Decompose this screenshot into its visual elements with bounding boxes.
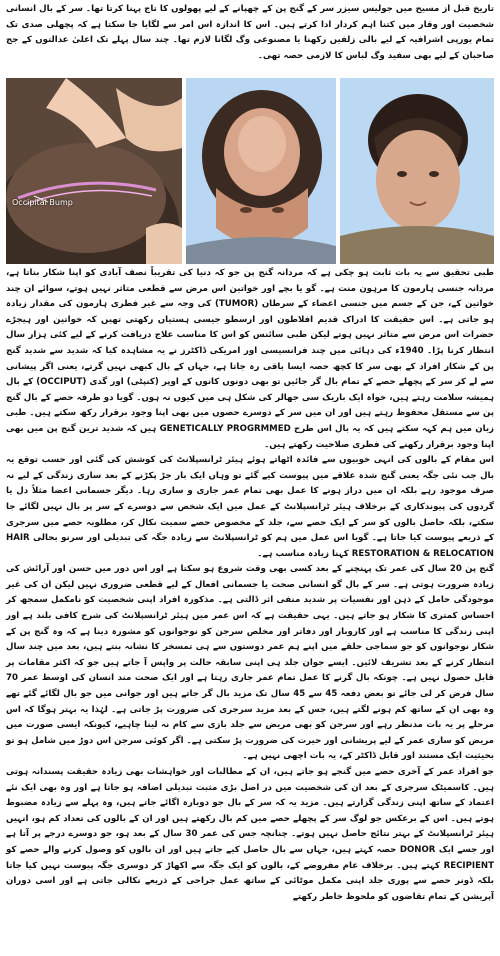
body-paragraph-2: اس مقام کے بالوں کی انہی خوبیوں سے فائدہ اٹھاتے ہوئے ہیئر ٹرانسپلانٹ کی کوشش کی گئی اور حسب توقع یہ بال جب نئی جگہ یعنی گنج شدہ علاقے میں پیوست کیے گئے تو وہاں ایک بار جڑ پکڑنے کے بعد ساری زندگی کے لیے نہ صرف موجود رہے بلکہ ان میں دراز ہونے کا عمل بھی تمام عمر جاری و ساری رہا۔ دیگر جسمانی اعضا مثلاً دل یا گردوں کی پیوندکاری کے برخلاف ہیئر ٹرانسپلانٹ کے عمل میں ایک شخص سے دوسرے کے سر پر بال نہیں لگائے جا سکتے، بلکہ حاصل بالوں کو سر کے ایک حصے سے، جلد کے مخصوص حصے سمیت نکال کر، مطلوبہ حصے میں سرجری کے ذریعے پیوست کیا جاتا ہے۔ گویا اس عمل میں ہم کو ٹرانسپلانٹ سے زیادہ جگہ کی تبدیلی اور سرنو بحالی HAIR RESTORATION & RELOCATION کہنا زیادہ مناسب ہے۔ xyxy=(6,455,494,559)
intro-section xyxy=(0,2,500,64)
restored-hair-illustration xyxy=(340,78,494,264)
scalp-surgery-photo xyxy=(6,78,182,264)
body-paragraph-4: جو افراد عمر کے آخری حصے میں گنجے ہو جاتے ہیں، ان کے مطالبات اور خواہشات بھی زیادہ حقیقت پسندانہ ہوتی ہیں۔ کاسمیٹک سرجری کے بعد ان کی شخصیت میں در اصل بڑی مثبت تبدیلی اضافہ ہو جاتا ہے اور وہ بھی ایک نئے اعتماد کے ساتھ اپنی زندگی گزارتے ہیں۔ مزید یہ کہ سر کے بال جو دوبارہ اگائے جاتے ہیں، وہ پہلے سے زیادہ مضبوط ہوتے ہیں۔ اس کے برعکس جو لوگ سر کے پچھلے حصے میں کم بال رکھتے ہیں اور ان کے بالوں کی تعداد کم ہو، انہیں ہیئر ٹرانسپلانٹ کے بہتر نتائج حاصل نہیں ہوتے۔ چنانچہ جس کی عمر 30 سال کے بعد ہو، جو دوسرے درجے پر آتا ہے اور جسے ایک DONOR حصہ کہتے ہیں، جہاں سے بال حاصل کیے جاتے ہیں اور ان بالوں کو وصول کرنے والے حصے کو RECIPIENT کہتے ہیں۔ برخلاف عام مفروضے کے، بالوں کو ایک جگہ سے اکھاڑ کر دوسری جگہ پیوست نہیں کیا جاتا بلکہ ڈونر حصے سے پوری جلد اپنی مکمل موٹائی کے ساتھ عمل جراحی کے ذریعے نکالی جاتی ہے اور اسی دوران آپریشن کے تمام تقاضوں کو ملحوظ خاطر رکھتے xyxy=(6,767,495,902)
occipital-bump-label: Occipital Bump xyxy=(12,198,73,207)
before-photo xyxy=(186,78,336,264)
article-body xyxy=(0,266,500,905)
photo-strip xyxy=(6,78,494,264)
intro-paragraph: تاریخ قبل از مسیح میں جولیس سیزر سر کے گنج پن کے چھپانے کے لیے پھولوں کا تاج پہنا کرتا تھا۔ سر کے بال انسانی شخصیت اور وقار میں کتنا اہم کردار ادا کرتے ہیں۔ اس کا اندازہ اس امر سے لگایا جا سکتا ہے کہ پچھلی صدی تک تمام یورپی اشرافیہ کے لیے بالی زلفیں رکھنا یا مصنوعی وگ لگانا لازم تھا۔ چند سال پہلے تک اعلیٰ عدالتوں کے جج صاحبان کے لیے بھی سفید وگ لباس کا لازمی حصہ تھی۔ xyxy=(6,4,494,61)
balding-head-illustration xyxy=(186,78,336,264)
body-paragraph-3: گنج پن 20 سال کی عمر تک پہنچنے کے بعد کسی بھی وقت شروع ہو سکتا ہے اور اس دور میں حسن اور آرائش کی زیادہ ضرورت ہوتی ہے۔ سر کے بال گو انسانی صحت یا جسمانی افعال کے لیے قطعی ضروری نہیں لیکن ان کی غیر موجودگی حامل کے ذہن اور نفسیات پر شدید منفی اثر ڈالتی ہے۔ مذکورہ افراد اپنی شخصیت کو نامکمل سمجھ کر احساس کمتری کا شکار ہو جاتے ہیں۔ یہی حقیقت ہے کہ اس عمر میں ہیئر ٹرانسپلانٹ کی شرح کافی بلند ہے اور اپنی زندگی کا مناسب ہے اور کاروبار اور دفاتر اور مخلص سرجن کو نوجوانوں کو مشورہ دینا ہے کہ وہ گنج پن کے شکار نوجوانوں کو جو سماجی حلقے میں اپنے ہم عمر دوستوں سے ہی تمسخر کا نشانہ بنتے ہیں، بعد میں چند سال انتظار کرنے کے بعد تشریف لائیں۔ ایسے جوان جلد ہی اپنی سابقہ حالت پر واپس آ جاتے ہیں جو کہ اکثر مقامات پر قابل حصول نہیں ہے۔ چونکہ بال گرنے کا عمل تمام عمر جاری رہتا ہے اور ایک صحت مند انسان کی اوسط عمر 70 سال فرض کر لی جائے تو بعض دفعہ 45 سے 45 سال تک مزید بال گر جاتے ہیں اور جوانی میں جو بال لگائے گئے تھے وہ بھی ان کے ساتھ کم ہونے لگتے ہیں، جس کے بعد مزید سرجری کی ضرورت پڑ جاتی ہے۔ لہٰذا یہ بہتر ہوگا کہ اس مرحلے پر یہ بات مدنظر رہے اور سرجن کو بھی مریض سے جلد بازی سے کام نہ لینا چاہیے، کیونکہ ایسی صورت میں مریض کو ساری عمر کے لیے پریشانی اور حیرت کی ضرورت پڑ سکتی ہے۔ اگر کوئی سرجن اس دوڑ میں شامل ہو تو بحیثیت ایک مستند اور قابل ڈاکٹر کے، یہ بات اچھی نہیں ہے۔ xyxy=(6,564,494,762)
after-photo xyxy=(340,78,494,264)
body-paragraph-1: طبی تحقیق سے یہ بات ثابت ہو چکی ہے کہ مردانہ گنج پن جو کہ دنیا کی تقریباً نصف آبادی کو اپنا شکار بناتا ہے، مردانہ جنسی ہارمون کا مرہون منت ہے۔ گو یا بچے اور خواتین اس مرض سے قطعی متاثر نہیں ہوتے، سوائے ان چند خواتین کے، جن کے جسم میں جنسی اعضاء کے سرطان (TUMOR) کی وجہ سے غیر فطری ہارمون کی مقدار زیادہ ہو جاتی ہے۔ اس حقیقت کا ادراک قدیم افلاطون اور ارسطو جیسی ہستیاں رکھتی تھیں کہ خواتین اور ہیجڑے حضرات اس مرض سے متاثر نہیں ہوتے لیکن طبی سائنس کو اس کا مناسب علاج دریافت کرنے کے لیے کئی ہزار سال انتظار کرنا پڑا۔ 1940ء کی دہائی میں چند فرانسیسی اور امریکی ڈاکٹرز نے یہ مشاہدہ کیا کہ شدید سے شدید گنج پن کے شکار افراد کے بھی سر کا کچھ حصہ ایسا باقی رہ جاتا ہے، جہاں کے بال کبھی نہیں گرتے، یعنی اگر پیشانی سے لے کر سر کے پچھلے حصے کے تمام بال گر جائیں تو بھی دونوں کانوں کے اوپر (کنپٹی) اور گدی (OCCIPUT) کے بال ہمیشہ سلامت رہتے ہیں، خواہ ایک باریک سی جھالر کی شکل ہی میں کیوں نہ ہوں۔ گویا دو طرفہ حصے کے بال گنج پن سے مستقل محفوظ رہتے ہیں اور ان میں سر کے دوسرے حصوں میں بھی اپنا وجود برقرار رکھ سکتے ہیں۔ طبی زبان میں ہم کہہ سکتے ہیں کہ یہ بال اس طرح GENETICALLY PROGRMMED ہیں کہ شدید ترین گنج پن میں بھی اپنا وجود برقرار رکھنے کی فطری صلاحیت رکھتے ہیں۔ xyxy=(6,268,495,450)
scalp-surgery-illustration xyxy=(6,78,182,264)
